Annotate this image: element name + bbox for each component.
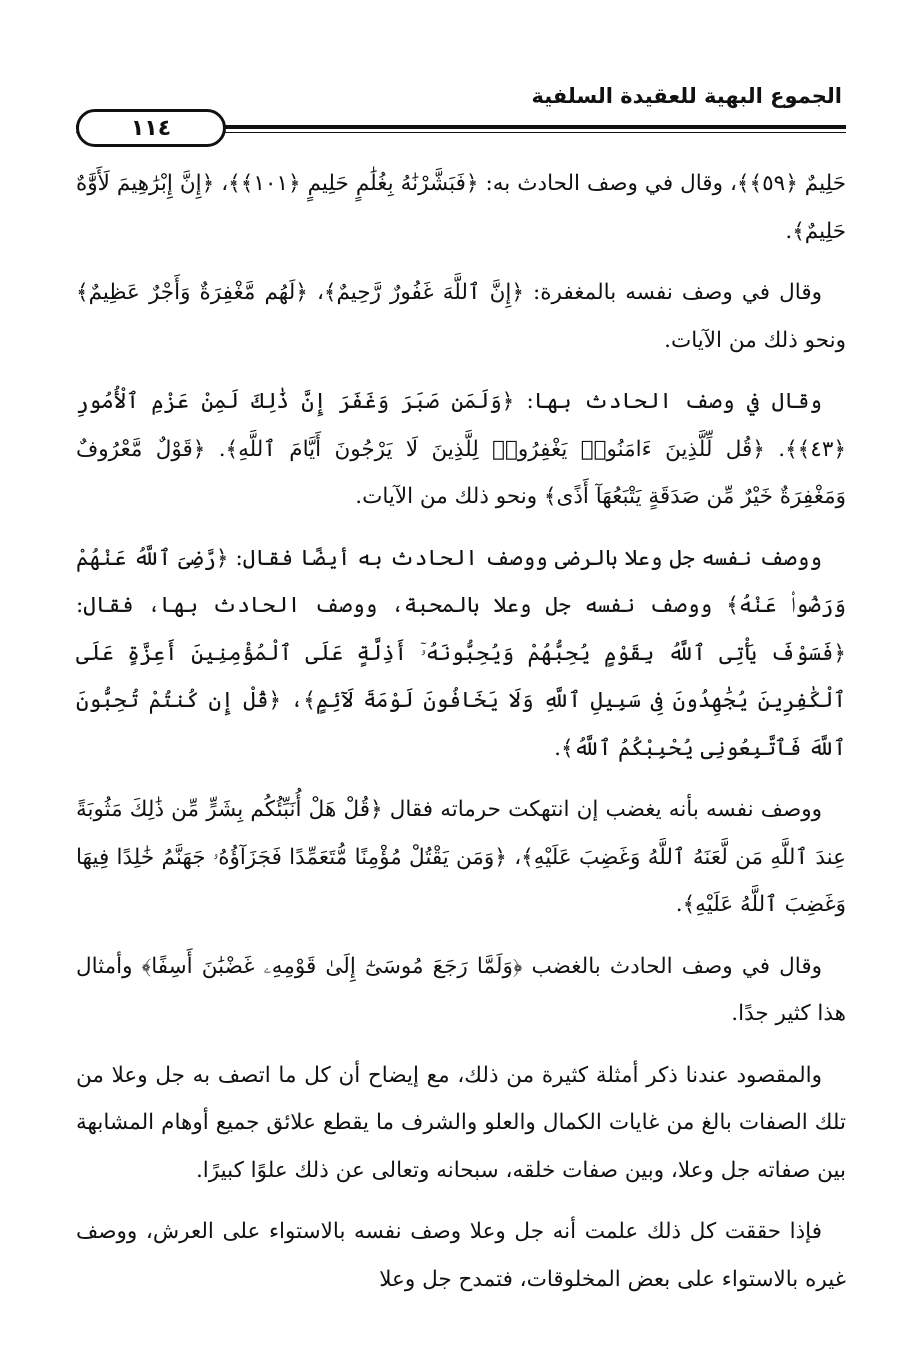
paragraph-6: وقال في وصف الحادث بالغضب ﴿وَلَمَّا رَجَعَ مُوسَىٰٓ إِلَىٰ قَوْمِهِۦ غَضْبَٰنَ أَسِفًا﴾ وأمثال هذا كثير جدًا. — [76, 953, 846, 1026]
paragraph-1: حَلِيمٌ ﴿٥٩﴾﴾، وقال في وصف الحادث به: ﴿فَبَشَّرْنَٰهُ بِغُلَٰمٍ حَلِيمٍ ﴿١٠١﴾﴾، ﴿إِنَّ إِبْرَٰهِيمَ لَأَوَّٰهٌ حَلِيمٌ﴾. — [76, 171, 846, 244]
paragraph-5: ووصف نفسه بأنه يغضب إن انتهكت حرماته فقال ﴿قُلْ هَلْ أُنَبِّئُكُم بِشَرٍّ مِّن ذَٰلِكَ مَثُوبَةً عِندَ ٱللَّهِ مَن لَّعَنَهُ ٱللَّهُ وَغَضِبَ عَلَيْهِ﴾، ﴿وَمَن يَقْتُلْ مُؤْمِنًا مُّتَعَمِّدًا فَجَزَآؤُهُۥ جَهَنَّمُ خَٰلِدًا فِيهَا وَغَضِبَ ٱللَّهُ عَلَيْهِ﴾. — [76, 797, 846, 917]
body-text — [76, 160, 846, 1317]
paragraph-2: وقال في وصف نفسه بالمغفرة: ﴿إِنَّ ٱللَّهَ غَفُورٌ رَّحِيمٌ﴾، ﴿لَهُم مَّغْفِرَةٌ وَأَجْرٌ عَظِيمٌ﴾ ونحو ذلك من الآيات. — [76, 280, 846, 353]
running-title: الجموع البهية للعقيدة السلفية — [531, 84, 842, 108]
paragraph-3: وقال في وصف الحادث بها: ﴿وَلَمَن صَبَرَ وَغَفَرَ إِنَّ ذَٰلِكَ لَمِنْ عَزْمِ ٱلْأُمُورِ ﴿٤٣﴾﴾. ﴿قُل لِّلَّذِينَ ءَامَنُوا۟ يَغْفِرُوا۟ لِلَّذِينَ لَا يَرْجُونَ أَيَّامَ ٱللَّهِ﴾. ﴿قَوْلٌ مَّعْرُوفٌ وَمَغْفِرَةٌ خَيْرٌ مِّن صَدَقَةٍ يَتْبَعُهَآ أَذًى﴾ ونحو ذلك من الآيات. — [76, 389, 846, 509]
paragraph-7: والمقصود عندنا ذكر أمثلة كثيرة من ذلك، مع إيضاح أن كل ما اتصف به جل وعلا من تلك الصفات بالغ من غايات الكمال والعلو والشرف ما يقطع علائق جميع أوهام المشابهة بين صفاته جل وعلا، وبين صفات خلقه، سبحانه وتعالى عن ذلك علوًا كبيرًا. — [76, 1062, 846, 1183]
page-number: ١١٤ — [76, 109, 226, 147]
paragraph-8: فإذا حققت كل ذلك علمت أنه جل وعلا وصف نفسه بالاستواء على العرش، ووصف غيره بالاستواء على بعض المخلوقات، فتمدح جل وعلا — [76, 1219, 846, 1292]
paragraph-4: ووصف نفسه جل وعلا بالرضى ووصف الحادث به أيضًا فقال: ﴿رَّضِىَ ٱللَّهُ عَنْهُمْ وَرَضُوا۟ عَنْهُ﴾ ووصف نفسه جل وعلا بالمحبة، ووصف الحادث بها، فقال: ﴿فَسَوْفَ يَأْتِى ٱللَّهُ بِقَوْمٍ يُحِبُّهُمْ وَيُحِبُّونَهُۥٓ أَذِلَّةٍ عَلَى ٱلْمُؤْمِنِينَ أَعِزَّةٍ عَلَى ٱلْكَٰفِرِينَ يُجَٰهِدُونَ فِى سَبِيلِ ٱللَّهِ وَلَا يَخَافُونَ لَوْمَةَ لَآئِمٍ﴾، ﴿قُلْ إِن كُنتُمْ تُحِبُّونَ ٱللَّهَ فَٱتَّبِعُونِى يُحْبِبْكُمُ ٱللَّهُ﴾. — [76, 545, 846, 761]
